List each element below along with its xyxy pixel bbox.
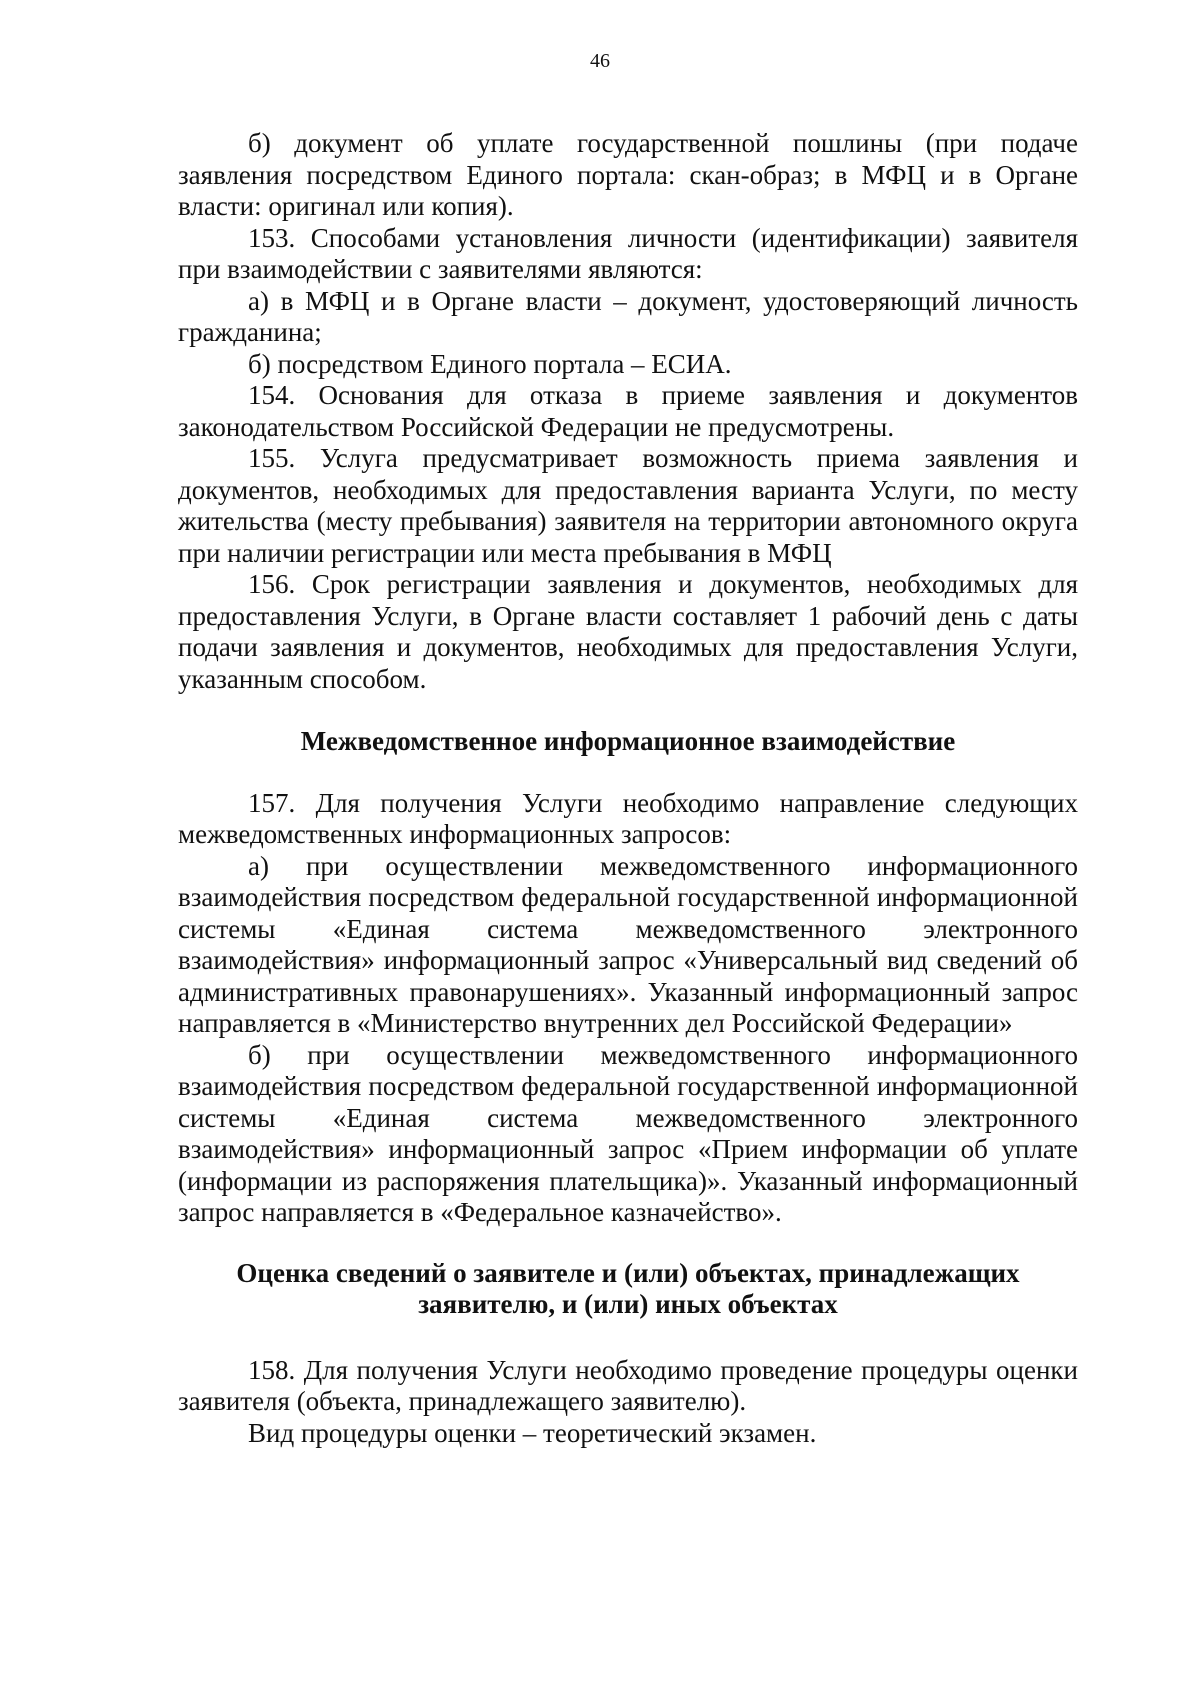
paragraph-153: 153. Способами установления личности (идентификации) заявителя при взаимодействии с заявителями являются:	[178, 222, 1078, 284]
paragraph-154: 154. Основания для отказа в приеме заявления и документов законодательством Российской Федерации не предусмотрены.	[178, 380, 1078, 442]
paragraph-157: 157. Для получения Услуги необходимо направление следующих межведомственных информационных запросов:	[178, 787, 1078, 849]
paragraph-157-b: б) при осуществлении межведомственного информационного взаимодействия посредством федеральной государственной информационной системы «Единая система межведомственного электронного взаимодействия» информационный запрос «Прием информации об уплате (информации из распоряжения плательщика)». Указанный информационный запрос направляется в «Федеральное казначейство».	[178, 1039, 1078, 1227]
section-heading-assessment: Оценка сведений о заявителе и (или) объектах, принадлежащих заявителю, и (или) иных объектах	[236, 1257, 1020, 1319]
paragraph-156: 156. Срок регистрации заявления и документов, необходимых для предоставления Услуги, в Органе власти составляет 1 рабочий день с даты подачи заявления и документов, необходимых для предоставления Услуги, указанным способом.	[178, 569, 1078, 694]
page-number: 46	[590, 50, 610, 72]
paragraph-fee-document: б) документ об уплате государственной пошлины (при подаче заявления посредством Единого портала: скан-образ; в МФЦ и в Органе власти: оригинал или копия).	[178, 128, 1078, 221]
paragraph-157-a: а) при осуществлении межведомственного информационного взаимодействия посредством федеральной государственной информационной системы «Единая система межведомственного электронного взаимодействия» информационный запрос «Универсальный вид сведений об административных правонарушениях». Указанный информационный запрос направляется в «Министерство внутренних дел Российской Федерации»	[178, 850, 1078, 1038]
paragraph-assessment-type: Вид процедуры оценки – теоретический экзамен.	[248, 1417, 817, 1448]
paragraph-153-a: а) в МФЦ и в Органе власти – документ, удостоверяющий личность гражданина;	[178, 285, 1078, 347]
paragraph-153-b: б) посредством Единого портала – ЕСИА.	[248, 348, 732, 379]
section-heading-interagency: Межведомственное информационное взаимодействие	[300, 726, 956, 756]
paragraph-158: 158. Для получения Услуги необходимо проведение процедуры оценки заявителя (объекта, принадлежащего заявителю).	[178, 1354, 1078, 1416]
document-body	[178, 128, 1078, 1449]
paragraph-155: 155. Услуга предусматривает возможность приема заявления и документов, необходимых для предоставления варианта Услуги, по месту жительства (месту пребывания) заявителя на территории автономного округа при наличии регистрации или места пребывания в МФЦ	[178, 443, 1078, 568]
